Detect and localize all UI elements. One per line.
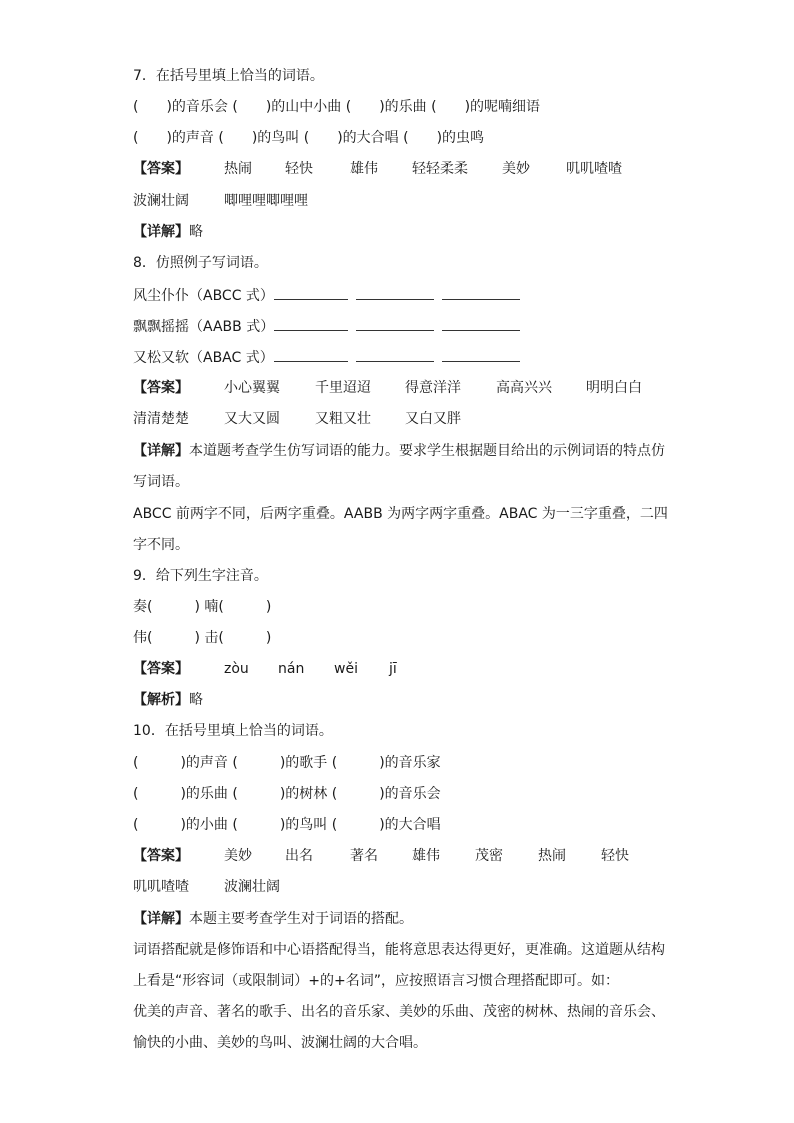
q7-title: 7．在括号里填上恰当的词语。 (133, 68, 324, 84)
q10-title: 10．在括号里填上恰当的词语。 (133, 723, 333, 739)
q8-row-1 (133, 285, 528, 306)
answer-blank[interactable] (442, 347, 520, 362)
answer-word: 轻快 (601, 848, 629, 864)
q8-detail-line-4: 字不同。 (133, 537, 189, 553)
detail-text: 略 (189, 692, 203, 708)
answer-blank[interactable] (356, 285, 434, 300)
q10-detail-line-5: 愉快的小曲、美妙的鸟叫、波澜壮阔的大合唱。 (133, 1035, 427, 1051)
answer-word: 美妙 (224, 848, 252, 864)
answer-word: 波澜壮阔 (133, 193, 189, 209)
detail-label: 【解析】 (133, 692, 189, 708)
q9-row-2: 伟( ) 击( ) (133, 630, 272, 646)
answer-pinyin: zòu (224, 661, 249, 677)
answer-word: 明明白白 (586, 380, 642, 396)
answer-word: 美妙 (502, 161, 530, 177)
q10-row-2: ( )的乐曲 ( )的树林 ( )的音乐会 (133, 786, 441, 802)
q8-row-3 (133, 347, 528, 368)
answer-word: 轻轻柔柔 (412, 161, 468, 177)
answer-word: 又大又圆 (224, 411, 280, 427)
answer-word: 雄伟 (412, 848, 440, 864)
answer-word: 轻快 (285, 161, 313, 177)
answer-word: 小心翼翼 (224, 380, 280, 396)
answer-word: 著名 (350, 848, 378, 864)
q9-row-1: 奏( ) 喃( ) (133, 599, 272, 615)
detail-text: 本道题考查学生仿写词语的能力。要求学生根据题目给出的示例词语的特点仿 (189, 443, 665, 459)
answer-label: 【答案】 (133, 661, 189, 677)
answer-blank[interactable] (356, 316, 434, 331)
answer-blank[interactable] (442, 285, 520, 300)
detail-text: 略 (189, 224, 203, 240)
q10-detail-line-1 (133, 909, 413, 929)
answer-label: 【答案】 (133, 380, 189, 396)
answer-label: 【答案】 (133, 848, 189, 864)
answer-word: 波澜壮阔 (224, 879, 280, 895)
q7-row-1: ( )的音乐会 ( )的山中小曲 ( )的乐曲 ( )的呢喃细语 (133, 99, 541, 115)
answer-label: 【答案】 (133, 161, 189, 177)
q10-answer-line-2 (133, 877, 280, 897)
q8-answer-line-2 (133, 409, 461, 429)
q8-answer-line-1 (133, 378, 642, 398)
detail-label: 【详解】 (133, 911, 189, 927)
answer-blank[interactable] (274, 316, 348, 331)
q10-row-3: ( )的小曲 ( )的鸟叫 ( )的大合唱 (133, 817, 441, 833)
detail-label: 【详解】 (133, 443, 189, 459)
answer-pinyin: wěi (334, 661, 358, 677)
q8-detail-line-3: ABCC 前两字不同，后两字重叠。AABB 为两字两字重叠。ABAC 为一三字重叠，二四 (133, 506, 668, 522)
answer-word: 出名 (285, 848, 313, 864)
q8-example: 飘飘摇摇（AABB 式） (133, 319, 275, 335)
answer-word: 唧哩哩唧哩哩 (224, 193, 308, 209)
q10-detail-line-2: 词语搭配就是修饰语和中心语搭配得当，能将意思表达得更好，更准确。这道题从结构 (133, 942, 665, 958)
answer-word: 热闹 (538, 848, 566, 864)
q7-answer-line-1 (133, 159, 622, 179)
answer-word: 千里迢迢 (315, 380, 371, 396)
answer-word: 叽叽喳喳 (566, 161, 622, 177)
q8-detail-line-1 (133, 441, 665, 461)
detail-text: 本题主要考查学生对于词语的搭配。 (189, 911, 413, 927)
q8-title: 8．仿照例子写词语。 (133, 255, 268, 271)
q8-example: 又松又软（ABAC 式） (133, 350, 274, 366)
detail-label: 【详解】 (133, 224, 189, 240)
q7-answer-line-2 (133, 191, 308, 211)
answer-word: 得意洋洋 (405, 380, 461, 396)
q9-title: 9．给下列生字注音。 (133, 568, 268, 584)
answer-pinyin: jī (389, 661, 397, 677)
answer-word: 雄伟 (350, 161, 378, 177)
answer-pinyin: nán (278, 661, 305, 677)
q10-answer-line-1 (133, 846, 629, 866)
answer-blank[interactable] (274, 347, 348, 362)
q8-example: 风尘仆仆（ABCC 式） (133, 288, 274, 304)
q10-detail-line-3: 上看是“形容词（或限制词）+的+名词”，应按照语言习惯合理搭配即可。如： (133, 973, 619, 989)
answer-word: 又白又胖 (405, 411, 461, 427)
q8-row-2 (133, 316, 528, 337)
answer-word: 清清楚楚 (133, 411, 189, 427)
q8-detail-line-2: 写词语。 (133, 474, 189, 490)
answer-word: 茂密 (475, 848, 503, 864)
q7-row-2: ( )的声音 ( )的鸟叫 ( )的大合唱 ( )的虫鸣 (133, 130, 485, 146)
q10-row-1: ( )的声音 ( )的歌手 ( )的音乐家 (133, 755, 441, 771)
q10-detail-line-4: 优美的声音、著名的歌手、出名的音乐家、美妙的乐曲、茂密的树林、热闹的音乐会、 (133, 1004, 665, 1020)
answer-word: 高高兴兴 (496, 380, 552, 396)
answer-word: 叽叽喳喳 (133, 879, 189, 895)
answer-word: 又粗又壮 (315, 411, 371, 427)
q9-detail (133, 690, 203, 710)
answer-blank[interactable] (274, 285, 348, 300)
answer-blank[interactable] (356, 347, 434, 362)
q7-detail (133, 222, 203, 242)
answer-word: 热闹 (224, 161, 252, 177)
q9-answer-line (133, 659, 397, 679)
answer-blank[interactable] (442, 316, 520, 331)
